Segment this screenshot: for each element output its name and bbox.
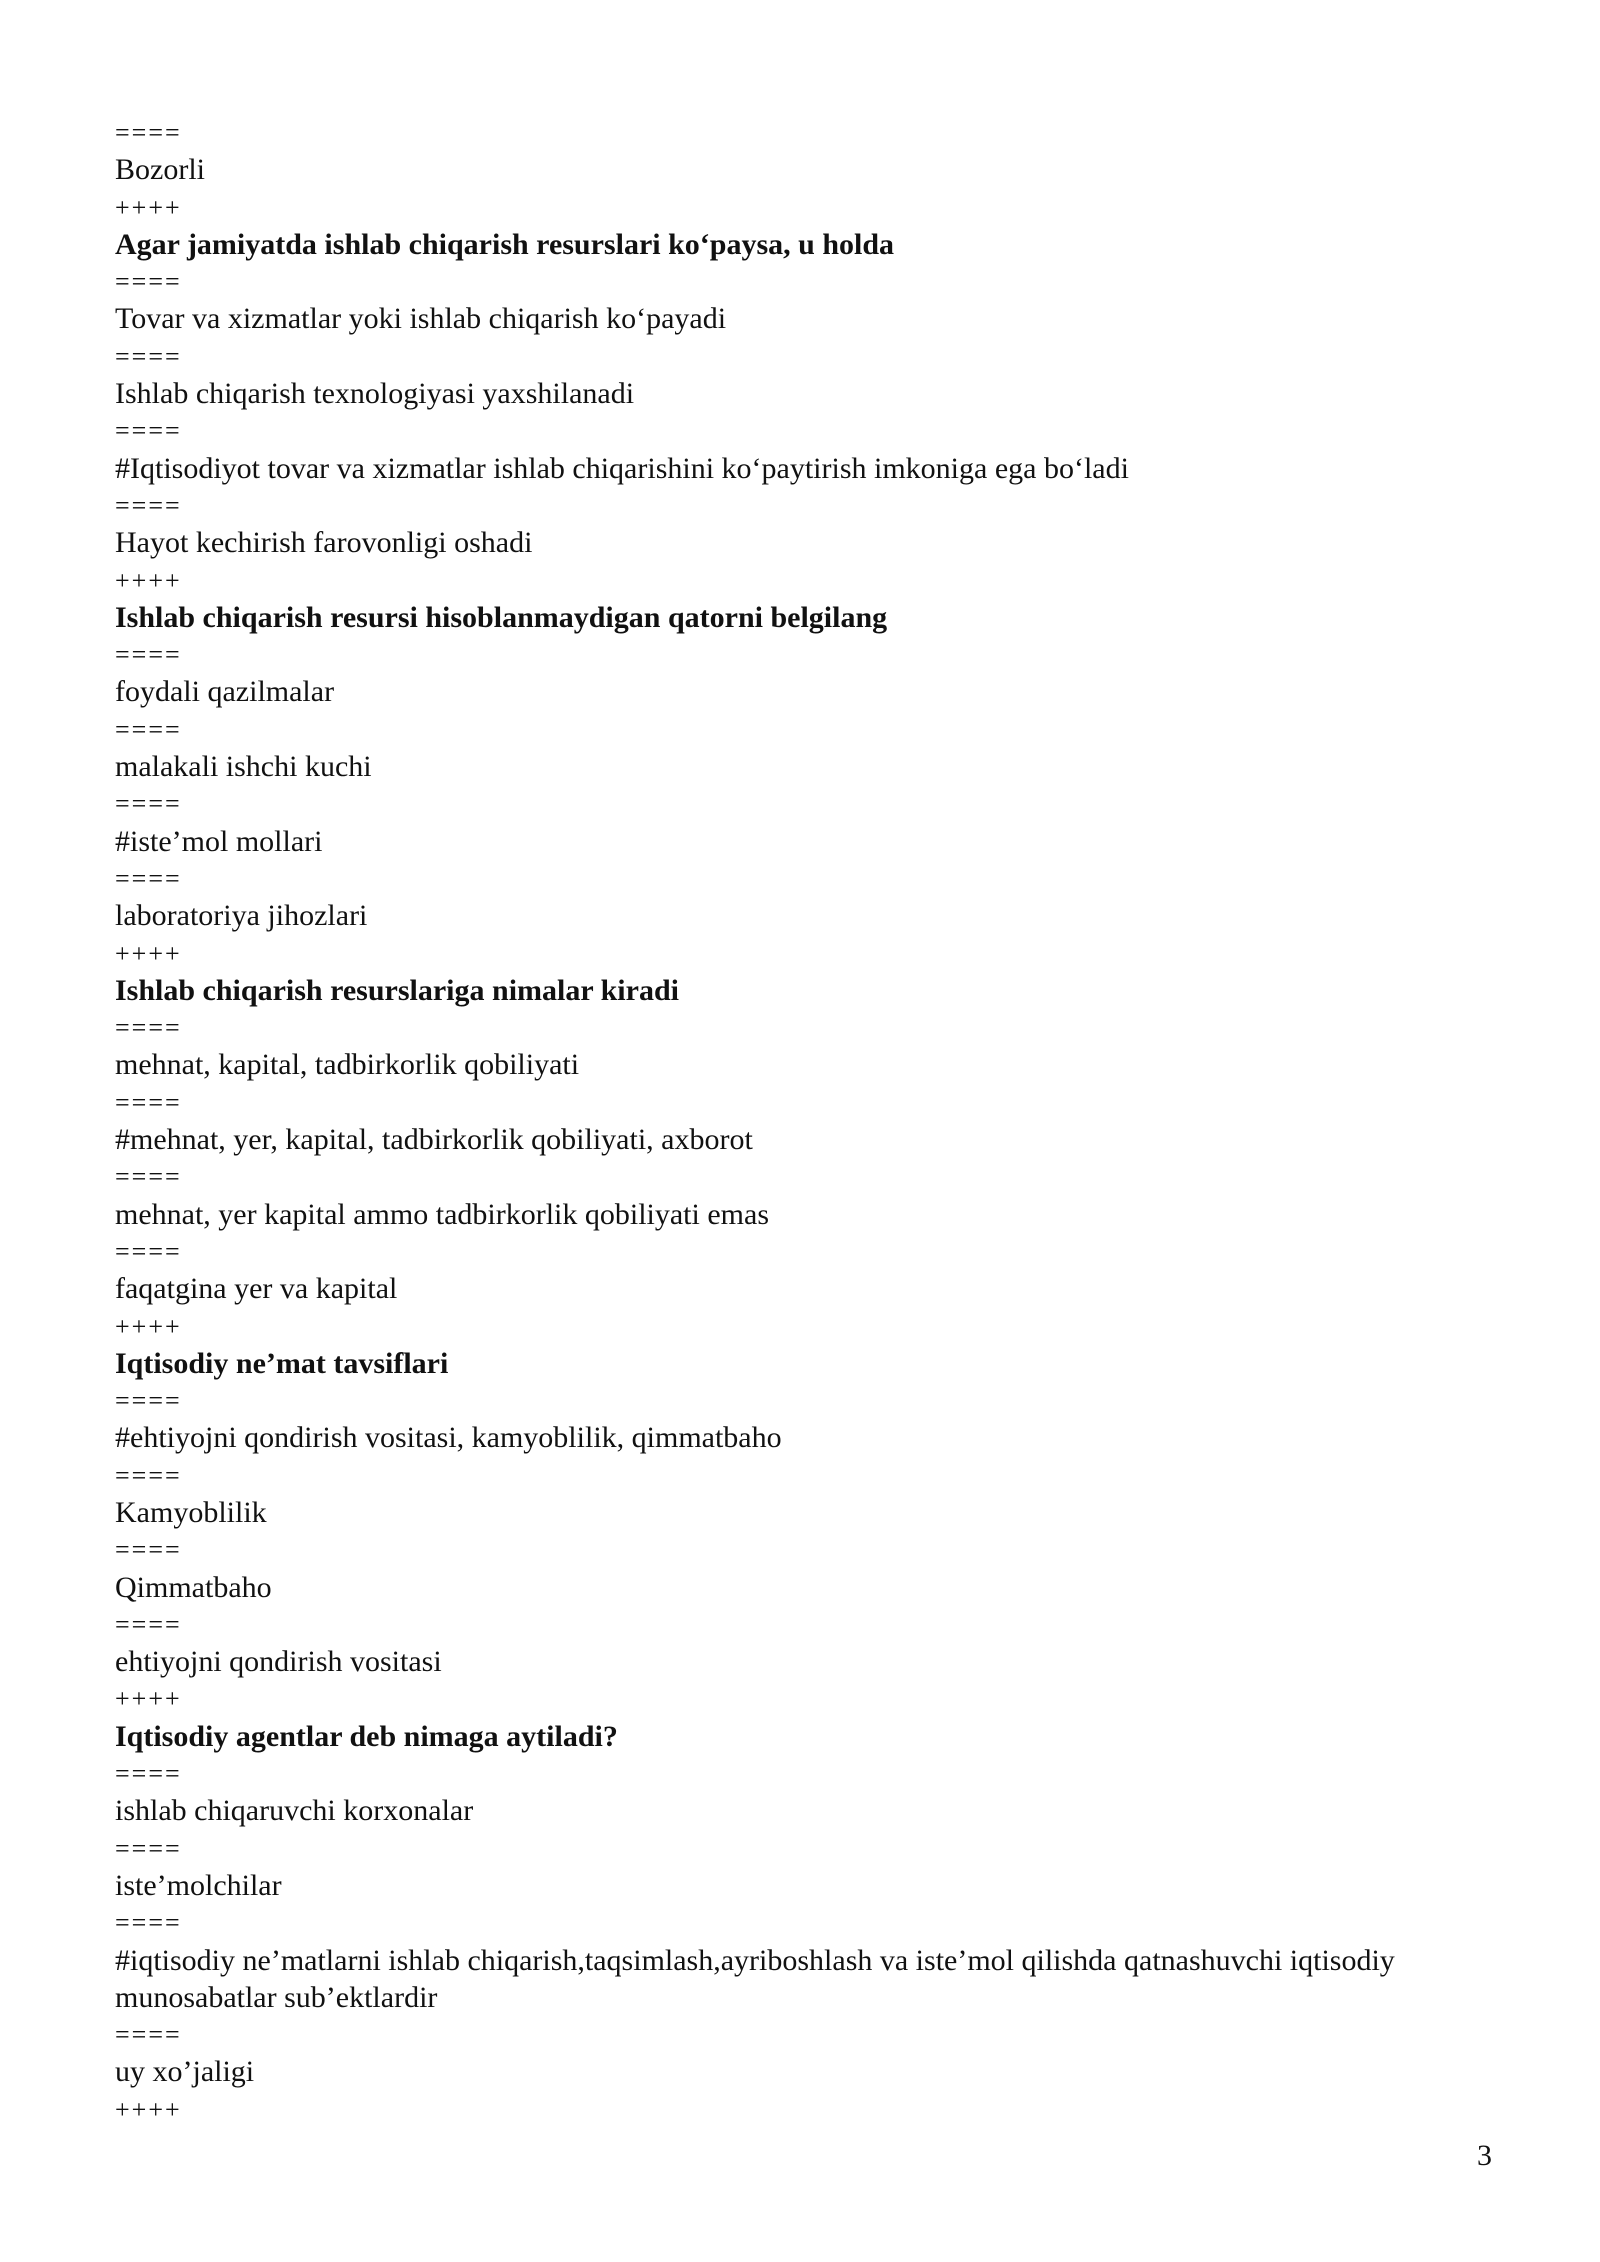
answer-separator: ==== xyxy=(115,341,182,371)
answer-separator: ==== xyxy=(115,118,182,147)
question-separator: ++++ xyxy=(115,565,182,595)
question-text: Iqtisodiy agentlar deb nimaga aytiladi? xyxy=(115,1719,618,1753)
answer-option: foydali qazilmalar xyxy=(115,675,335,709)
answer-separator: ==== xyxy=(115,1087,182,1117)
answer-option: uy xo’jaligi xyxy=(115,2055,255,2089)
answer-option: laboratoriya jihozlari xyxy=(115,899,368,933)
answer-separator: ==== xyxy=(115,1236,182,1266)
correct-answer-option: #ehtiyojni qondirish vositasi, kamyoblilik, qimmatbaho xyxy=(115,1421,782,1455)
answer-option: Tovar va xizmatlar yoki ishlab chiqarish ko‘payadi xyxy=(115,302,727,336)
answer-option: Hayot kechirish farovonligi oshadi xyxy=(115,526,533,560)
answer-separator: ==== xyxy=(115,1386,182,1416)
correct-answer-option: #iqtisodiy ne’matlarni ishlab chiqarish,taqsimlash,ayriboshlash va iste’mol qilishda qatnashuvchi iqtisodiy munosabatlar sub’ektlardir xyxy=(115,1943,1395,2014)
answer-separator: ==== xyxy=(115,1013,182,1043)
answer-option: Kamyoblilik xyxy=(115,1495,267,1529)
answer-separator: ==== xyxy=(115,1535,182,1565)
correct-answer-option: #mehnat, yer, kapital, tadbirkorlik qobiliyati, axborot xyxy=(115,1123,753,1157)
answer-separator: ==== xyxy=(115,1162,182,1192)
question-separator: ++++ xyxy=(115,2094,182,2124)
question-text: Ishlab chiqarish resurslariga nimalar kiradi xyxy=(115,973,679,1007)
answer-separator: ==== xyxy=(115,1609,182,1639)
question-separator: ++++ xyxy=(115,938,182,968)
question-separator: ++++ xyxy=(115,1311,182,1341)
test-content xyxy=(115,114,1415,2128)
question-text: Ishlab chiqarish resursi hisoblanmaydigan qatorni belgilang xyxy=(115,600,888,634)
answer-separator: ==== xyxy=(115,2020,182,2050)
answer-option: mehnat, kapital, tadbirkorlik qobiliyati xyxy=(115,1048,580,1082)
correct-answer-option: #Iqtisodiyot tovar va xizmatlar ishlab chiqarishini ko‘paytirish imkoniga ega bo‘ladi xyxy=(115,451,1129,485)
answer-separator: ==== xyxy=(115,863,182,893)
answer-separator: ==== xyxy=(115,267,182,297)
question-text: Agar jamiyatda ishlab chiqarish resurslari ko‘paysa, u holda xyxy=(115,227,895,261)
answer-option: iste’molchilar xyxy=(115,1868,282,1902)
answer-separator: ==== xyxy=(115,789,182,819)
answer-option: faqatgina yer va kapital xyxy=(115,1272,398,1306)
question-separator: ++++ xyxy=(115,1684,182,1714)
answer-option: Qimmatbaho xyxy=(115,1570,272,1604)
answer-option: mehnat, yer kapital ammo tadbirkorlik qobiliyati emas xyxy=(115,1197,769,1231)
answer-separator: ==== xyxy=(115,1833,182,1863)
answer-option: ishlab chiqaruvchi korxonalar xyxy=(115,1794,474,1828)
answer-separator: ==== xyxy=(115,1908,182,1938)
answer-option: ehtiyojni qondirish vositasi xyxy=(115,1645,442,1679)
answer-separator: ==== xyxy=(115,1759,182,1789)
question-text: Iqtisodiy ne’mat tavsiflari xyxy=(115,1346,449,1380)
answer-option: malakali ishchi kuchi xyxy=(115,750,372,784)
answer-option: Ishlab chiqarish texnologiyasi yaxshilanadi xyxy=(115,377,635,411)
answer-separator: ==== xyxy=(115,714,182,744)
answer-separator: ==== xyxy=(115,640,182,670)
correct-answer-option: #iste’mol mollari xyxy=(115,824,323,858)
answer-separator: ==== xyxy=(115,416,182,446)
question-separator: ++++ xyxy=(115,192,182,222)
answer-separator: ==== xyxy=(115,1460,182,1490)
page-number: 3 xyxy=(1477,2139,1492,2172)
answer-separator: ==== xyxy=(115,490,182,520)
answer-option: Bozorli xyxy=(115,153,205,187)
